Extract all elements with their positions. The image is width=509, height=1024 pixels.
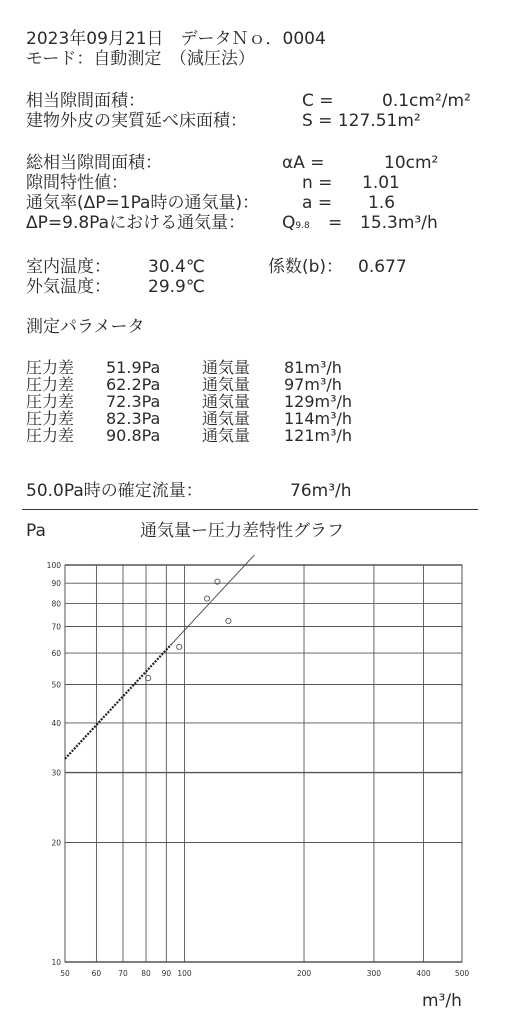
params-title: 測定パラメータ — [26, 317, 145, 337]
data-point — [226, 618, 231, 623]
q-letter: Q — [282, 213, 296, 233]
q-symbol — [282, 214, 310, 235]
a-label: 通気率(ΔP=1Pa時の通気量)： — [26, 193, 260, 213]
x-tick-label: 100 — [177, 969, 192, 978]
n-symbol: n = — [302, 173, 333, 193]
param-label: 圧力差 — [26, 426, 75, 445]
x-tick-label: 60 — [91, 969, 102, 978]
y-tick-label: 50 — [51, 680, 61, 690]
s-value: S = 127.51m² — [302, 111, 421, 131]
param-flow-label: 通気量 — [202, 375, 251, 394]
x-tick-label: 90 — [161, 969, 172, 978]
param-flow-label: 通気量 — [202, 358, 251, 377]
section-divider — [22, 509, 478, 510]
q-subscript: 9.8 — [295, 221, 310, 231]
param-pa: 82.3Pa — [106, 409, 161, 428]
data-point — [146, 675, 151, 680]
y-tick-label: 70 — [51, 622, 61, 632]
y-tick-label: 90 — [51, 579, 61, 589]
param-pa: 90.8Pa — [106, 426, 161, 445]
a-symbol: a = — [302, 193, 333, 213]
chart-y-unit: Pa — [26, 521, 46, 541]
x-tick-label: 400 — [416, 969, 431, 978]
data-point — [177, 644, 182, 649]
x-tick-label: 70 — [118, 969, 128, 978]
y-tick-label: 60 — [51, 649, 61, 659]
y-tick-label: 10 — [51, 958, 61, 967]
aa-label: 総相当隙間面積： — [26, 153, 162, 173]
param-pa: 72.3Pa — [106, 392, 161, 411]
param-flow: 129m³/h — [284, 392, 353, 411]
outdoor-temp-value: 29.9℃ — [148, 277, 205, 297]
indoor-temp-value: 30.4℃ — [148, 257, 205, 277]
param-flow: 114m³/h — [284, 409, 353, 428]
y-tick-label: 20 — [51, 838, 61, 848]
chart-title: 通気量ー圧力差特性グラフ — [140, 521, 344, 541]
param-pa: 62.2Pa — [106, 375, 161, 394]
c-label: 相当隙間面積： — [26, 91, 145, 111]
param-flow: 97m³/h — [284, 375, 342, 394]
y-tick-label: 80 — [51, 599, 61, 609]
data-point — [215, 579, 220, 584]
fit-line — [171, 555, 254, 645]
n-value: 1.01 — [362, 173, 400, 193]
x-tick-label: 500 — [454, 969, 470, 978]
param-label: 圧力差 — [26, 358, 75, 377]
q-value: 15.3m³/h — [360, 213, 438, 233]
indoor-temp-label: 室内温度： — [26, 257, 111, 277]
y-tick-label: 40 — [51, 718, 61, 728]
date-line: 2023年09月21日 データＮｏ．0004 — [26, 29, 326, 49]
x-tick-label: 50 — [60, 969, 70, 978]
q-label: ΔP=9.8Paにおける通気量： — [26, 213, 246, 233]
c-symbol: C = — [302, 91, 334, 111]
param-flow: 121m³/h — [284, 426, 353, 445]
data-point — [205, 596, 210, 601]
param-label: 圧力差 — [26, 392, 75, 411]
plot-frame — [65, 565, 462, 962]
param-label: 圧力差 — [26, 409, 75, 428]
c-value: 0.1cm²/m² — [382, 91, 471, 111]
param-pa: 51.9Pa — [106, 358, 161, 377]
aa-value: 10cm² — [384, 153, 439, 173]
coef-label: 係数(b)： — [268, 257, 344, 277]
y-tick-label: 30 — [51, 768, 61, 778]
coef-value: 0.677 — [358, 257, 407, 277]
s-label: 建物外皮の実質延べ床面積： — [26, 111, 247, 131]
x-tick-label: 300 — [366, 969, 382, 978]
param-flow-label: 通気量 — [202, 392, 251, 411]
q-equals: = — [328, 213, 343, 233]
chart-x-unit: m³/h — [422, 991, 462, 1011]
y-tick-label: 100 — [46, 561, 61, 570]
aa-symbol: αA = — [282, 153, 325, 173]
fixed-flow-label: 50.0Pa時の確定流量： — [26, 481, 203, 501]
x-tick-label: 80 — [141, 969, 151, 978]
fit-line-dotted — [65, 645, 171, 759]
param-label: 圧力差 — [26, 375, 75, 394]
a-value: 1.6 — [368, 193, 396, 213]
param-flow-label: 通気量 — [202, 409, 251, 428]
x-tick-label: 200 — [296, 969, 312, 978]
fixed-flow-value: 76m³/h — [290, 481, 352, 501]
param-flow: 81m³/h — [284, 358, 342, 377]
n-label: 隙間特性値： — [26, 173, 128, 193]
param-flow-label: 通気量 — [202, 426, 251, 445]
outdoor-temp-label: 外気温度： — [26, 277, 111, 297]
mode-line: モード：自動測定 （減圧法） — [26, 49, 255, 69]
